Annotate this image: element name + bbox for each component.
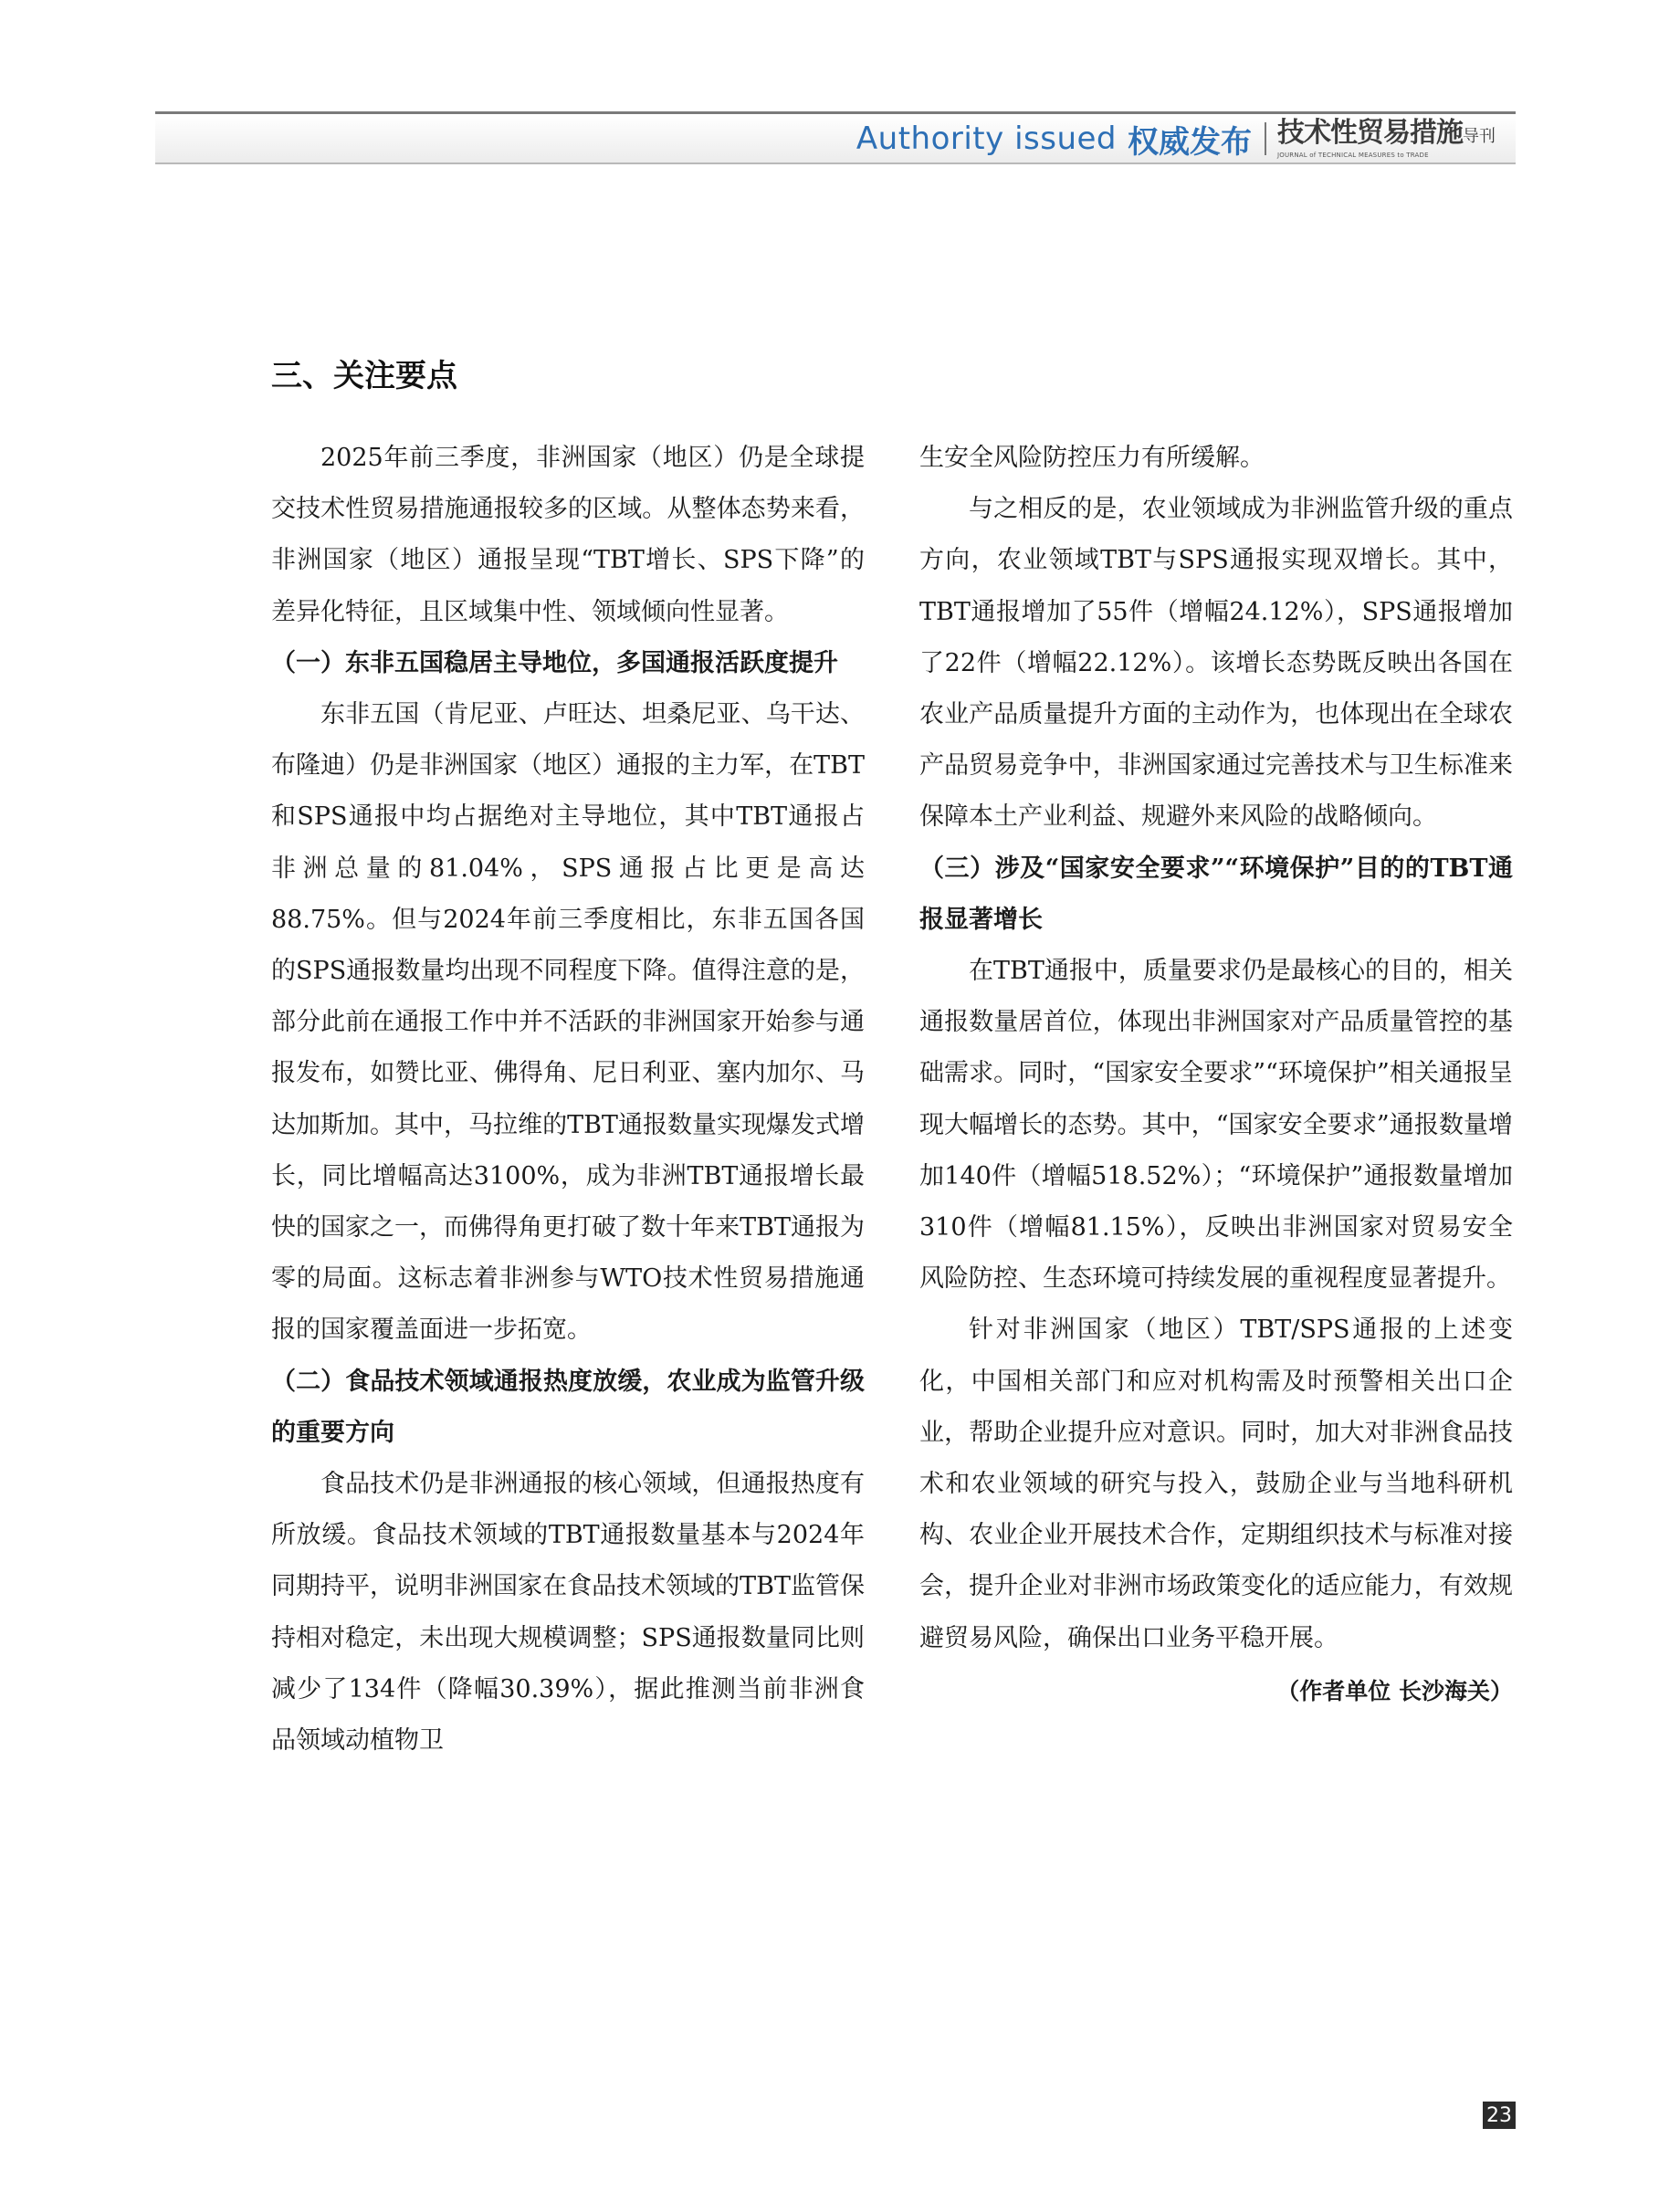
left-column xyxy=(271,433,865,1766)
section-title: 三、关注要点 xyxy=(271,358,457,394)
running-header xyxy=(155,115,1516,164)
body-paragraph: 与之相反的是，农业领域成为非洲监管升级的重点方向，农业领域TBT与SPS通报实现双增长。其中，TBT通报增加了55件（增幅24.12%），SPS通报增加了22件（增幅22.12%）。该增长态势既反映出各国在农业产品质量提升方面的主动作为，也体现出在全球农产品贸易竞争中，非洲国家通过完善技术与卫生标准来保障本土产业利益、规避外来风险的战略倾向。 xyxy=(919,495,1513,832)
magazine-logo xyxy=(1277,116,1496,160)
header-section-cn: 权威发布 xyxy=(1128,123,1252,161)
body-paragraph-continued: 生安全风险防控压力有所缓解。 xyxy=(919,444,1265,472)
subsection-heading: （二）食品技术领域通报热度放缓，农业成为监管升级的重要方向 xyxy=(271,1367,865,1447)
body-paragraph: 在TBT通报中，质量要求仍是最核心的目的，相关通报数量居首位，体现出非洲国家对产品质量管控的基础需求。同时，“国家安全要求”“环境保护”相关通报呈现大幅增长的态势。其中，“国家安全要求”通报数量增加140件（增幅518.52%）；“环境保护”通报数量增加310件（增幅81.15%），反映出非洲国家对贸易安全风险防控、生态环境可持续发展的重视程度显著提升。 xyxy=(919,957,1513,1294)
body-paragraph: 针对非洲国家（地区）TBT/SPS通报的上述变化，中国相关部门和应对机构需及时预警相关出口企业，帮助企业提升应对意识。同时，加大对非洲食品技术和农业领域的研究与投入，鼓励企业与当地科研机构、农业企业开展技术合作，定期组织技术与标准对接会，提升企业对非洲市场政策变化的适应能力，有效规避贸易风险，确保出口业务平稳开展。 xyxy=(919,1316,1513,1652)
page-number: 23 xyxy=(1483,2102,1516,2129)
body-paragraph: 食品技术仍是非洲通报的核心领域，但通报热度有所放缓。食品技术领域的TBT通报数量基本与2024年同期持平，说明非洲国家在食品技术领域的TBT监管保持相对稳定，未出现大规模调整；SPS通报数量同比则减少了134件（降幅30.39%），据此推测当前非洲食品领域动植物卫 xyxy=(271,1470,865,1756)
magazine-en: JOURNAL of TECHNICAL MEASURES to TRADE xyxy=(1277,151,1429,159)
subsection-heading: （一）东非五国稳居主导地位，多国通报活跃度提升 xyxy=(271,648,838,677)
author-affiliation: （作者单位 长沙海关） xyxy=(1276,1677,1513,1704)
right-column xyxy=(919,433,1513,1717)
magazine-title: 技术性贸易措施 xyxy=(1277,116,1463,149)
body-paragraph: 东非五国（肯尼亚、卢旺达、坦桑尼亚、乌干达、布隆迪）仍是非洲国家（地区）通报的主力军，在TBT和SPS通报中均占据绝对主导地位，其中TBT通报占非洲总量的81.04%，SPS通报占比更是高达88.75%。但与2024年前三季度相比，东非五国各国的SPS通报数量均出现不同程度下降。值得注意的是，部分此前在通报工作中并不活跃的非洲国家开始参与通报发布，如赞比亚、佛得角、尼日利亚、塞内加尔、马达加斯加。其中，马拉维的TBT通报数量实现爆发式增长，同比增幅高达3100%，成为非洲TBT通报增长最快的国家之一，而佛得角更打破了数十年来TBT通报为零的局面。这标志着非洲参与WTO技术性贸易措施通报的国家覆盖面进一步拓宽。 xyxy=(271,700,865,1345)
magazine-suffix: 导刊 xyxy=(1463,126,1496,146)
subsection-heading: （三）涉及“国家安全要求”“环境保护”目的的TBT通报显著增长 xyxy=(919,854,1513,934)
header-separator xyxy=(1265,122,1266,155)
body-paragraph: 2025年前三季度，非洲国家（地区）仍是全球提交技术性贸易措施通报较多的区域。从整体态势来看，非洲国家（地区）通报呈现“TBT增长、SPS下降”的差异化特征，且区域集中性、领域倾向性显著。 xyxy=(271,444,865,626)
header-top-rule xyxy=(155,111,1516,114)
header-section-en: Authority issued xyxy=(855,121,1117,157)
